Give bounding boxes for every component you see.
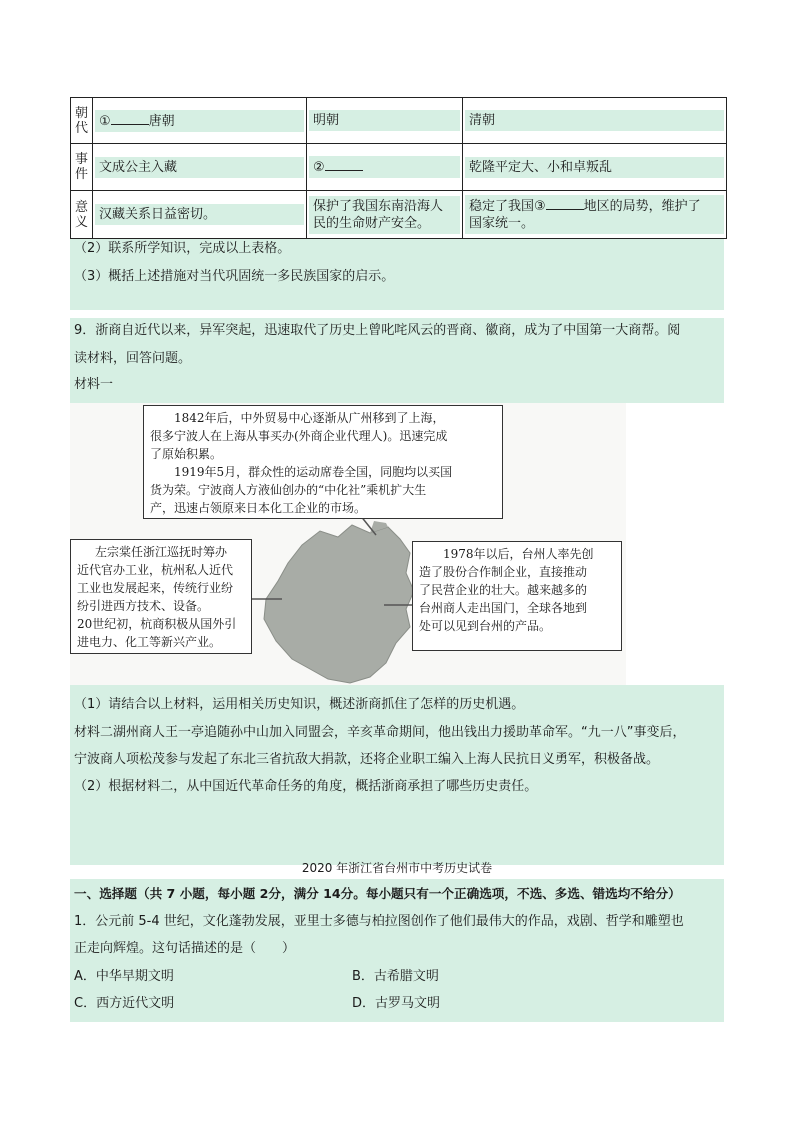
table-cell: 清朝 <box>463 98 727 144</box>
q9-sub2: （2）根据材料二，从中国近代革命任务的角度，概括浙商承担了哪些历史责任。 <box>74 779 538 794</box>
table-row <box>71 144 727 191</box>
table-cell: 汉藏关系日益密切。 <box>93 191 307 239</box>
fill-blank[interactable] <box>325 158 363 171</box>
option-d[interactable]: D．古罗马文明 <box>352 996 441 1011</box>
q9-stem: 9．浙商自近代以来，异军突起，迅速取代了历史上曾叱咤风云的晋商、徽商，成为了中国第一大商帮。阅 <box>74 323 681 338</box>
history-table <box>70 97 727 239</box>
section-heading: 一、选择题（共 7 小题，每小题 2分，满分 14分。每小题只有一个正确选项，不选、多选、错选均不给分） <box>74 886 681 901</box>
material-box-right: 1978年以后，台州人率先创 造了股份合作制企业，直接推动 了民营企业的壮大。越来越多的 台州商人走出国门，全球各地到 处可以见到台州的产品。 <box>412 541 622 651</box>
option-c[interactable]: C．西方近代文明 <box>74 996 175 1011</box>
material-box-top: 1842年后，中外贸易中心逐渐从广州移到了上海， 很多宁波人在上海从事买办(外商企业代理人)。迅速完成 了原始积累。 1919年5月，群众性的运动席卷全国，同胞均以买国 货为荣。宁波商人方液仙创办的“中化社”乘机扩大生 产，迅速占领原来日本化工企业的市场。 <box>143 405 503 519</box>
material2-text: 宁波商人项松茂参与发起了东北三省抗敌大捐款，还将企业职工编入上海人民抗日义勇军，积极备战。 <box>74 752 660 767</box>
table-cell: ① 唐朝 <box>93 98 307 144</box>
table-cell: 保护了我国东南沿海人 民的生命财产安全。 <box>307 191 463 239</box>
material-label: 材料一 <box>74 377 114 392</box>
exam-title: 2020 年浙江省台州市中考历史试卷 <box>301 861 493 875</box>
q1-stem: 1．公元前 5-4 世纪，文化蓬勃发展，亚里士多德与柏拉图创作了他们最伟大的作品，戏剧、哲学和雕塑也 <box>74 914 684 929</box>
fill-blank[interactable] <box>546 197 584 210</box>
material-box-left: 左宗棠任浙江巡抚时筹办 近代官办工业，杭州私人近代 工业也发展起来，传统行业纷 纷引进西方技术、设备。 20世纪初，杭商积极从国外引 进电力、化工等新兴产业。 <box>70 539 252 654</box>
fill-blank[interactable] <box>111 112 149 125</box>
q9-stem: 读材料，回答问题。 <box>74 351 192 366</box>
q8-sub2: （2）联系所学知识，完成以上表格。 <box>74 241 291 256</box>
table-cell: 文成公主入藏 <box>93 144 307 191</box>
row-header: 事 件 <box>71 144 93 191</box>
row-header: 朝 代 <box>71 98 93 144</box>
q1-stem: 正走向辉煌。这句话描述的是（ ） <box>74 941 296 956</box>
option-a[interactable]: A．中华早期文明 <box>74 969 174 984</box>
option-b[interactable]: B．古希腊文明 <box>352 969 439 984</box>
table-cell: 稳定了我国③ 地区的局势，维护了 国家统一。 <box>463 191 727 239</box>
table-cell: 乾隆平定大、小和卓叛乱 <box>463 144 727 191</box>
q8-sub3: （3）概括上述措施对当代巩固统一多民族国家的启示。 <box>74 269 395 284</box>
row-header: 意 义 <box>71 191 93 239</box>
material2-text: 材料二湖州商人王一亭追随孙中山加入同盟会，辛亥革命期间，他出钱出力援助革命军。“九一八”事变后， <box>74 725 686 740</box>
table-cell: ② <box>307 144 463 191</box>
table-row <box>71 98 727 144</box>
q9-sub1: （1）请结合以上材料，运用相关历史知识，概述浙商抓住了怎样的历史机遇。 <box>74 697 525 712</box>
material-figure <box>70 403 626 685</box>
table-cell: 明朝 <box>307 98 463 144</box>
table-row <box>71 191 727 239</box>
